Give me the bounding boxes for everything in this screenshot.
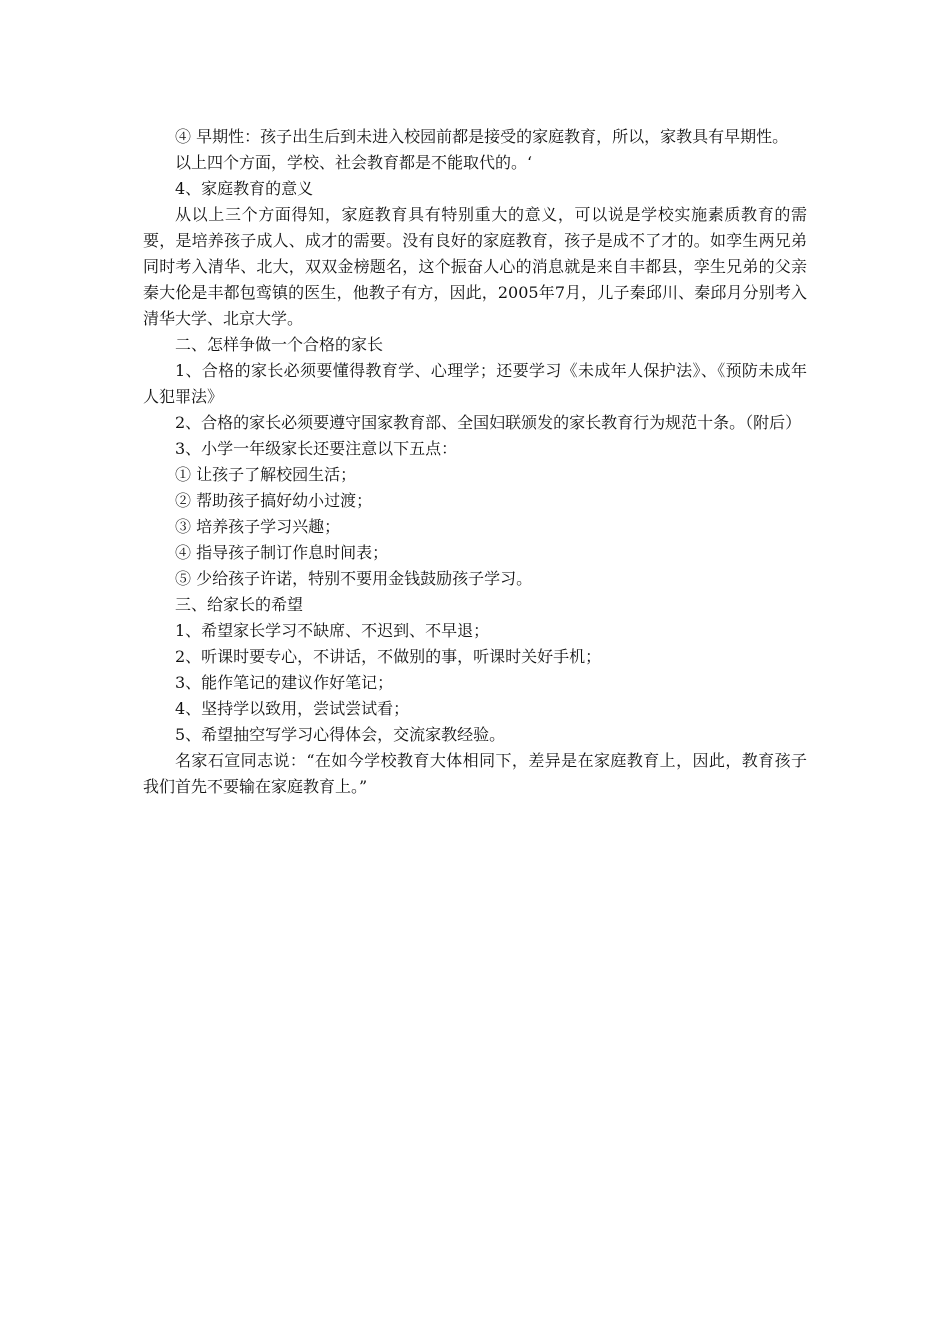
list-item: 1、合格的家长必须要懂得教育学、心理学；还要学习《未成年人保护法》、《预防未成年人犯罪法》 [143, 361, 807, 406]
paragraph-early-nature: ④ 早期性：孩子出生后到未进入校园前都是接受的家庭教育，所以，家教具有早期性。 [175, 127, 789, 146]
paragraph-irreplaceable: 以上四个方面，学校、社会教育都是不能取代的。‘ [175, 153, 533, 172]
list-item: 2、听课时要专心，不讲话，不做别的事，听课时关好手机； [175, 647, 602, 666]
list-item: 4、坚持学以致用，尝试尝试看； [175, 699, 410, 718]
list-item: 3、小学一年级家长还要注意以下五点： [175, 439, 458, 458]
list-item: 5、希望抽空写学习心得体会，交流家教经验。 [175, 725, 506, 744]
paragraph-quote: 名家石宣同志说：“在如今学校教育大体相同下，差异是在家庭教育上，因此，教育孩子我们首先不要输在家庭教育上。” [143, 751, 807, 796]
list-item: ⑤ 少给孩子许诺，特别不要用金钱鼓励孩子学习。 [175, 569, 533, 588]
list-item: ① 让孩子了解校园生活； [175, 465, 357, 484]
list-item: 1、希望家长学习不缺席、不迟到、不早退； [175, 621, 490, 640]
list-item: ② 帮助孩子搞好幼小过渡； [175, 491, 373, 510]
list-item: ④ 指导孩子制订作息时间表； [175, 543, 389, 562]
document-body [143, 124, 807, 800]
heading-significance: 4、家庭教育的意义 [175, 179, 314, 198]
list-item: 2、合格的家长必须要遵守国家教育部、全国妇联颁发的家长教育行为规范十条。（附后） [175, 413, 802, 432]
list-item: 3、能作笔记的建议作好笔记； [175, 673, 394, 692]
heading-qualified-parent: 二、怎样争做一个合格的家长 [175, 335, 384, 354]
list-item: ③ 培养孩子学习兴趣； [175, 517, 341, 536]
heading-hopes: 三、给家长的希望 [175, 595, 304, 614]
paragraph-significance: 从以上三个方面得知，家庭教育具有特别重大的意义，可以说是学校实施素质教育的需要，是培养孩子成人、成才的需要。没有良好的家庭教育，孩子是成不了才的。如孪生两兄弟同时考入清华、北大，双双金榜题名，这个振奋人心的消息就是来自丰都县，孪生兄弟的父亲秦大伦是丰都包鸾镇的医生，他教子有方，因此，2005年7月，儿子秦邱川、秦邱月分别考入清华大学、北京大学。 [143, 205, 807, 328]
